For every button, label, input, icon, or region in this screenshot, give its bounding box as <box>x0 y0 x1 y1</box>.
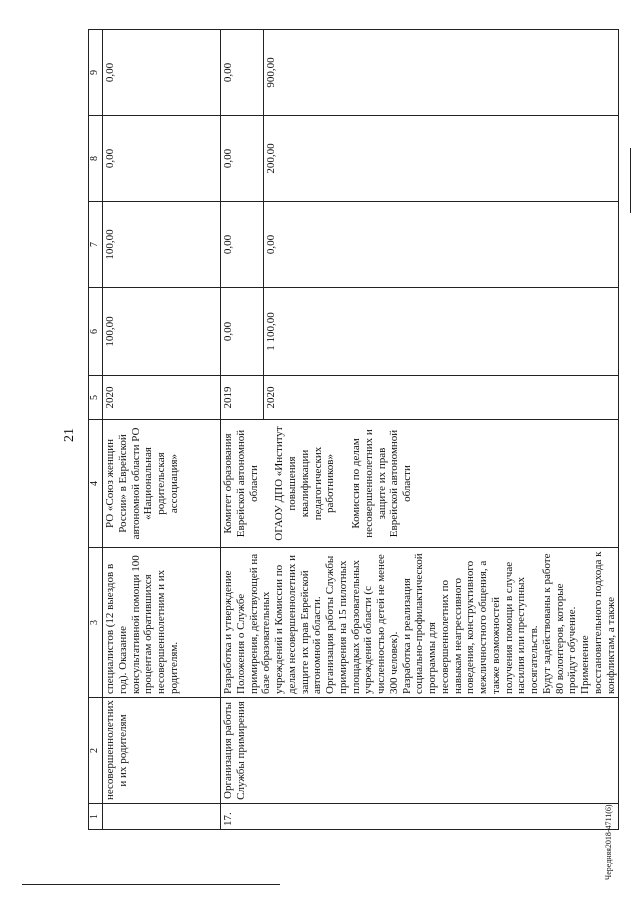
header-cell: 3 <box>89 548 103 698</box>
executor-cell <box>221 420 619 548</box>
year-cell: 2020 <box>103 376 221 420</box>
executor-cell: РО «Союз женщин России» в Еврейской автономной области РО «Национальная родительская ассоциация» <box>103 420 221 548</box>
activity-part: Разработка и утверждение Положения о Службе примирения, действующей на базе образовательных учреждений и Комиссии по делам несовершеннолетних и защите их прав Еврейской автономной области. <box>222 553 324 694</box>
row-number-cell <box>103 804 221 830</box>
funding-total-cell: 100,00 <box>103 288 221 376</box>
header-row <box>89 30 103 830</box>
funding-other-cell: 0,00 <box>103 30 221 116</box>
header-cell: 9 <box>89 30 103 116</box>
funding-regional-cell: 200,00 <box>264 116 619 202</box>
header-cell: 6 <box>89 288 103 376</box>
header-cell: 8 <box>89 116 103 202</box>
header-cell: 4 <box>89 420 103 548</box>
activity-description-cell <box>221 548 619 698</box>
header-cell: 5 <box>89 376 103 420</box>
table-row-continuation <box>103 30 221 830</box>
row-number-cell: 17. <box>221 804 619 830</box>
rotated-table-wrapper <box>88 30 617 830</box>
activity-part: Будут задействованы к работе 80 волонтеров, которые пройдут обучение. <box>540 553 579 694</box>
activity-part: Разработка и реализация социально-профилактической программы для несовершеннолетних по навыкам неагрессивного поведения, конструктивного межличностного общения, а также возможностей получения помощи в случае насилия или преступных посягательств. <box>400 553 540 694</box>
document-code: Чередняя2018-4711(6) <box>604 804 613 880</box>
activity-part: Организация работы Службы примирения на 15 пилотных площадках образовательных учреждений области (с численностью детей не менее 300 человек). <box>324 554 400 694</box>
activity-part: Применение восстановительного подхода к конфликтам, а также <box>579 551 617 694</box>
funding-regional-cell: 0,00 <box>103 116 221 202</box>
funding-regional-cell: 0,00 <box>221 116 264 202</box>
executor-institute: ОГАОУ ДПО «Институт повышения квалификации педагогических работников» <box>273 426 337 541</box>
header-cell: 7 <box>89 202 103 288</box>
bottom-rule <box>22 884 280 885</box>
funding-federal-cell: 100,00 <box>103 202 221 288</box>
executor-committee: Комитет образования Еврейской автономной области <box>222 429 260 538</box>
header-cell: 2 <box>89 698 103 804</box>
funding-total-cell: 1 100,00 <box>264 288 619 376</box>
funding-other-cell: 0,00 <box>221 30 264 116</box>
measure-name-cell: Организация работы Службы примирения <box>221 698 619 804</box>
activity-description-cell: специалистов (12 выездов в год). Оказание консультативной помощи 100 процентам обратившихся несовершеннолетним и их родителям. <box>103 548 221 698</box>
funding-total-cell: 0,00 <box>221 288 264 376</box>
budget-table <box>88 29 619 830</box>
executor-commission: Комиссия по делам несовершеннолетних и защите их прав Еврейской автономной области <box>350 429 413 538</box>
year-cell: 2020 <box>264 376 619 420</box>
measure-name-cell: несовершеннолетних и их родителям <box>103 698 221 804</box>
right-rule <box>630 148 631 213</box>
year-cell: 2019 <box>221 376 264 420</box>
page-number: 21 <box>62 428 77 442</box>
funding-federal-cell: 0,00 <box>264 202 619 288</box>
header-cell: 1 <box>89 804 103 830</box>
funding-federal-cell: 0,00 <box>221 202 264 288</box>
table-row-17-a <box>221 30 264 830</box>
funding-other-cell: 900,00 <box>264 30 619 116</box>
